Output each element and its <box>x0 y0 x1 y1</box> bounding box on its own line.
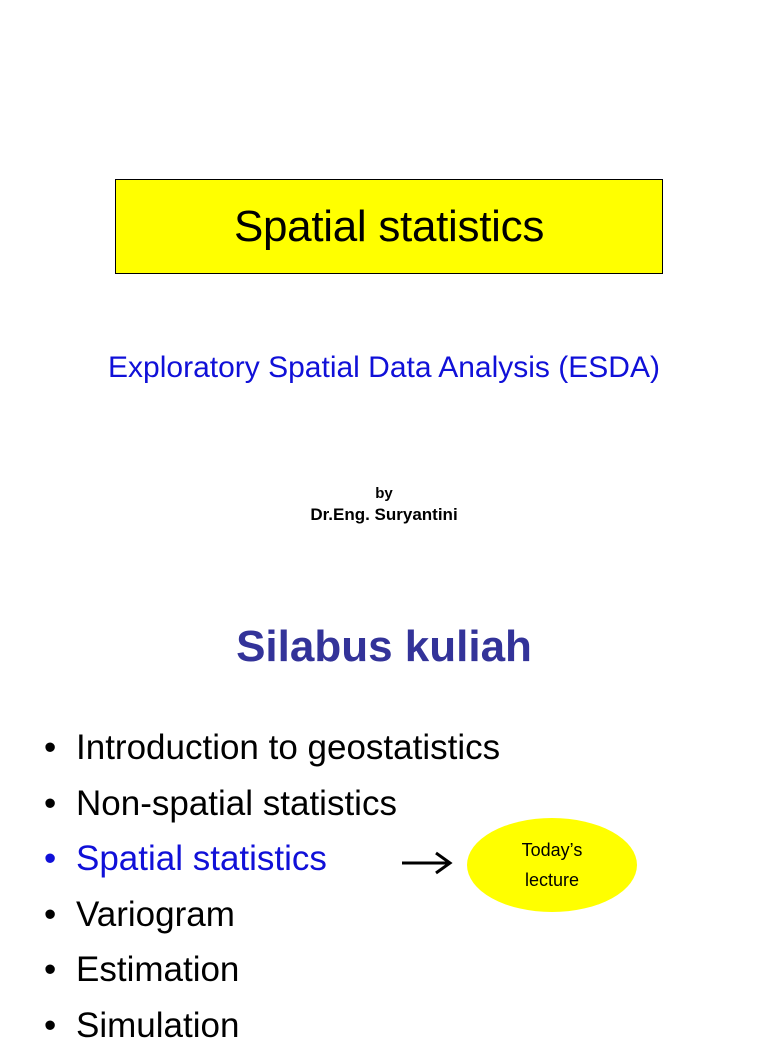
list-item <box>44 950 500 1006</box>
list-item-label: Simulation <box>76 1006 239 1046</box>
bullet-icon: • <box>44 1006 76 1046</box>
syllabus-title: Silabus kuliah <box>0 622 768 672</box>
todays-lecture-callout <box>467 818 637 912</box>
title-box <box>115 179 663 274</box>
list-item-label: Estimation <box>76 950 239 990</box>
bullet-icon: • <box>44 728 76 768</box>
list-item <box>44 728 500 784</box>
slide-subtitle: Exploratory Spatial Data Analysis (ESDA) <box>0 351 768 385</box>
bullet-icon: • <box>44 784 76 824</box>
list-item <box>44 895 500 951</box>
author-name: Dr.Eng. Suryantini <box>0 505 768 525</box>
bullet-icon: • <box>44 950 76 990</box>
syllabus-list <box>44 728 500 1061</box>
callout-line-1: Today’s <box>522 835 583 865</box>
arrow-right-icon <box>400 848 454 878</box>
list-item-label: Spatial statistics <box>76 839 327 879</box>
list-item <box>44 784 500 840</box>
slide-title: Spatial statistics <box>234 202 544 252</box>
list-item <box>44 1006 500 1061</box>
list-item-label: Variogram <box>76 895 235 935</box>
list-item-label: Introduction to geostatistics <box>76 728 500 768</box>
author-by-label: by <box>0 485 768 502</box>
bullet-icon: • <box>44 895 76 935</box>
list-item-label: Non-spatial statistics <box>76 784 397 824</box>
callout-line-2: lecture <box>525 865 579 895</box>
bullet-icon: • <box>44 839 76 879</box>
